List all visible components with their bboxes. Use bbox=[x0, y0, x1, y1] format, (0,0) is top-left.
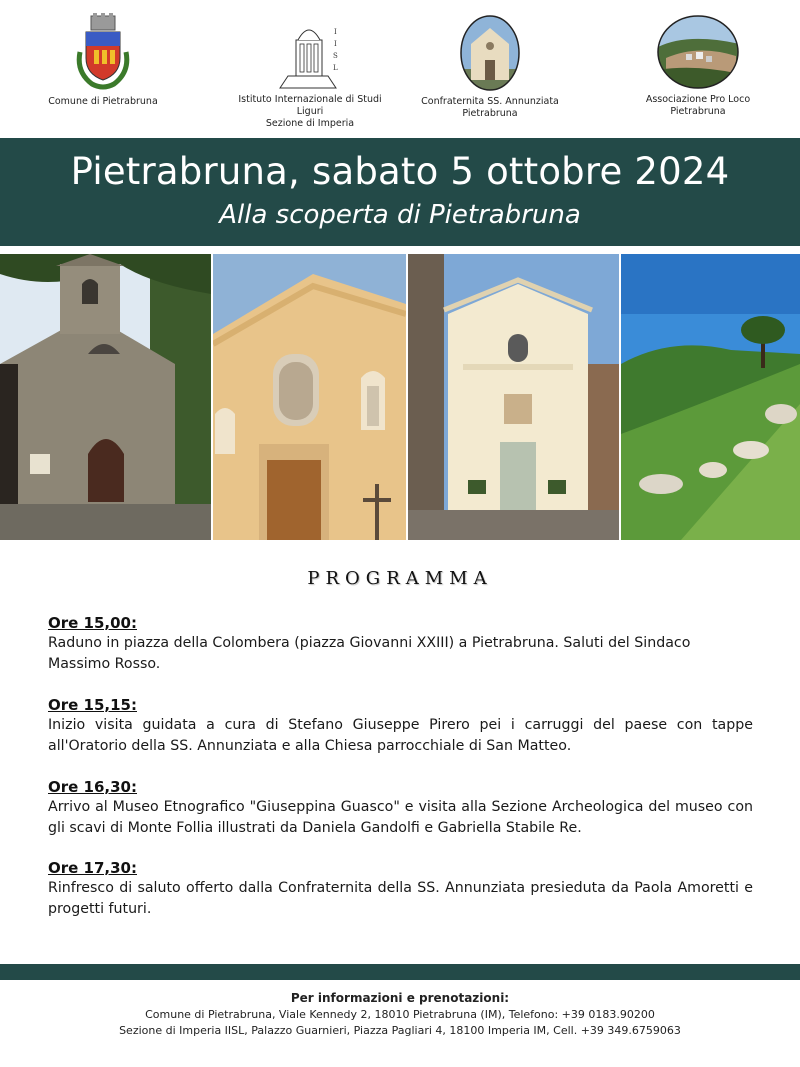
photo-strip bbox=[0, 254, 800, 540]
photo-hillside bbox=[621, 254, 800, 540]
entry-text: Arrivo al Museo Etnografico "Giuseppina Guasco" e visita alla Sezione Archeologica del museo con gli scavi di Monte Follia illustrati da Daniela Gandolfi e Gabriella Stabile Re. bbox=[48, 799, 753, 836]
entry-time: Ore 15,15: bbox=[48, 696, 137, 714]
logo-caption: Sezione di Imperia bbox=[265, 118, 355, 129]
program-entry bbox=[48, 777, 753, 839]
entry-text: Rinfresco di saluto offerto dalla Confraternita della SS. Annunziata presieduta da Paola Amoretti e progetti futuri. bbox=[48, 880, 753, 917]
svg-text:S: S bbox=[333, 52, 338, 60]
photo-stone-chapel bbox=[0, 254, 211, 540]
svg-text:L: L bbox=[333, 64, 338, 72]
logo-caption: Istituto Internazionale di Studi Liguri bbox=[238, 94, 382, 117]
program-heading: PROGRAMMA bbox=[307, 568, 493, 589]
footer-heading: Per informazioni e prenotazioni: bbox=[290, 991, 510, 1005]
iisl-mark-i1: I bbox=[334, 28, 337, 36]
footer-band bbox=[0, 964, 800, 980]
church-facade-icon bbox=[459, 14, 521, 92]
entry-time: Ore 15,00: bbox=[48, 614, 137, 632]
logo-caption: Comune di Pietrabruna bbox=[48, 96, 158, 107]
page-title: Pietrabruna, sabato 5 ottobre 2024 bbox=[70, 150, 730, 193]
logo-confraternita bbox=[415, 14, 565, 120]
logos-row bbox=[0, 0, 800, 135]
footer-line-2: Sezione di Imperia IISL, Palazzo Guarnieri, Piazza Pagliari 4, 18100 Imperia IM, Cell. +39 349.6759063 bbox=[119, 1024, 681, 1037]
entry-text: Inizio visita guidata a cura di Stefano Giuseppe Pirero pei i carruggi del paese con tappe all'Oratorio della SS. Annunziata e alla Chiesa parrocchiale di San Matteo. bbox=[48, 717, 753, 754]
village-landscape-icon bbox=[656, 14, 740, 90]
logo-caption: Confraternita SS. Annunziata bbox=[421, 96, 559, 107]
logo-caption: Pietrabruna bbox=[670, 106, 726, 117]
coat-of-arms-icon bbox=[72, 12, 134, 92]
logo-iisl bbox=[225, 18, 395, 130]
logo-caption: Pietrabruna bbox=[462, 108, 518, 119]
footer-line-1: Comune di Pietrabruna, Viale Kennedy 2, 18010 Pietrabruna (IM), Telefono: +39 0183.90200 bbox=[145, 1008, 655, 1021]
page-subtitle: Alla scoperta di Pietrabruna bbox=[219, 200, 581, 230]
logo-pro-loco bbox=[638, 14, 758, 118]
svg-text:I: I bbox=[334, 40, 337, 48]
footer bbox=[0, 990, 800, 1039]
entry-text: Raduno in piazza della Colombera (piazza Giovanni XXIII) a Pietrabruna. Saluti del Sindaco Massimo Rosso. bbox=[48, 635, 691, 672]
photo-parish-church bbox=[408, 254, 619, 540]
logo-comune bbox=[38, 12, 168, 108]
monument-icon bbox=[274, 18, 346, 90]
program-entry bbox=[48, 695, 753, 757]
program-entry bbox=[48, 613, 753, 675]
entry-time: Ore 16,30: bbox=[48, 778, 137, 796]
entry-time: Ore 17,30: bbox=[48, 859, 137, 877]
program-entry bbox=[48, 858, 753, 920]
title-band bbox=[0, 138, 800, 246]
photo-oratory-facade bbox=[213, 254, 406, 540]
logo-caption: Associazione Pro Loco bbox=[645, 94, 751, 105]
